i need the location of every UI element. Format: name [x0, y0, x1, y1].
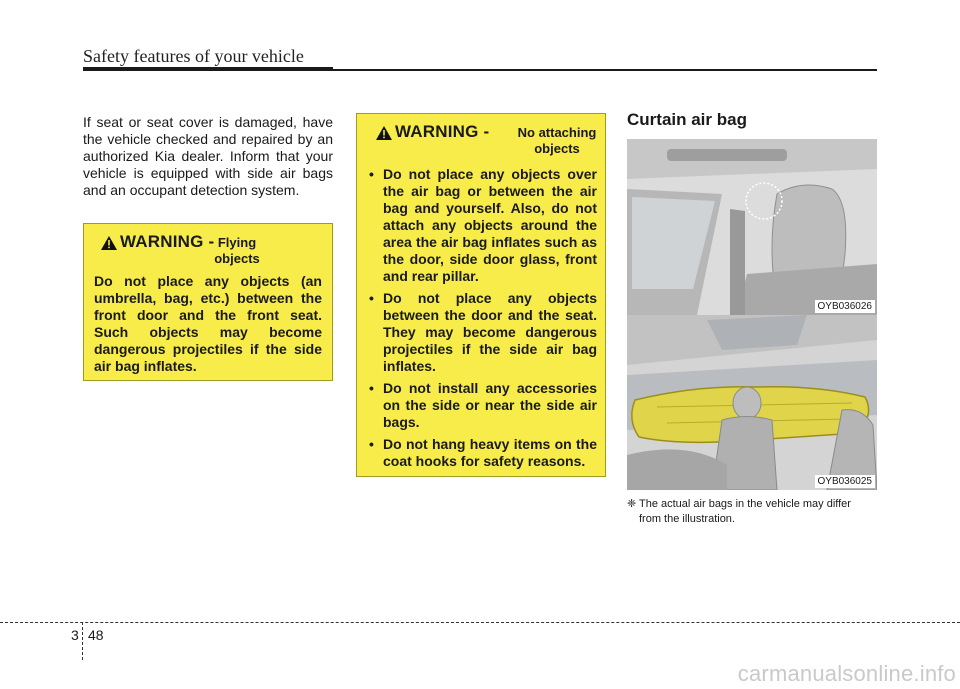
list-item — [369, 290, 597, 375]
warning-body: Do not place any objects (an umbrella, bag, etc.) between the front door and the front seat. Such objects may become dangerous projectiles if the side air bag inflates. — [94, 273, 322, 374]
warning-header — [94, 232, 322, 270]
intro-paragraph: If seat or seat cover is damaged, have the vehicle checked and repaired by an authorized Kia dealer. Inform that your vehicle is equipped with side air bags and an occupant detection system. — [83, 114, 333, 198]
bullet-text: Do not place any objects over the air bag or between the air bag and yourself. Also, do not attach any objects around the area the air bag inflates such as the door, side door glass, front and rear pillar. — [383, 166, 597, 284]
page-header-title: Safety features of your vehicle — [83, 46, 304, 66]
illustration-curtain-airbag-deployed — [627, 315, 877, 490]
section-title-curtain-air-bag: Curtain air bag — [627, 110, 747, 129]
warning-box-no-attaching-objects — [356, 113, 606, 477]
image-code-label: OYB036025 — [815, 475, 876, 488]
warning-bullet-list — [369, 166, 597, 470]
note-mark-icon: ❈ — [627, 498, 637, 510]
list-item — [369, 436, 597, 470]
footer-dashed-rule — [0, 622, 960, 623]
footer-vertical-rule — [82, 622, 83, 660]
bullet-dot-icon: • — [369, 166, 374, 182]
illustration-note — [627, 497, 877, 527]
warning-triangle-icon — [375, 125, 393, 141]
warning-subtitle: Flying objects — [214, 235, 260, 266]
header-rule-thick — [83, 67, 333, 71]
list-item — [369, 166, 597, 285]
bullet-dot-icon: • — [369, 436, 374, 452]
bullet-text: Do not place any objects between the door and the seat. They may become dangerous projectiles if the side air bag inflates. — [383, 290, 597, 374]
bullet-dot-icon: • — [369, 290, 374, 306]
warning-label: WARNING - — [395, 122, 490, 141]
page-chapter-number: 3 — [71, 627, 79, 643]
bullet-text: Do not hang heavy items on the coat hooks for safety reasons. — [383, 436, 597, 469]
warning-subtitle: No attaching objects — [517, 125, 597, 156]
illustration-curtain-airbag-stowed — [627, 139, 877, 315]
warning-triangle-icon — [100, 235, 118, 251]
bullet-text: Do not install any accessories on the side or near the side air bags. — [383, 380, 597, 430]
warning-header — [369, 122, 597, 160]
note-text-line1: The actual air bags in the vehicle may differ — [639, 498, 851, 510]
bullet-dot-icon: • — [369, 380, 374, 396]
note-text-line2: from the illustration. — [639, 513, 735, 525]
page-number: 48 — [88, 627, 104, 643]
header-rule-thin — [333, 69, 877, 71]
image-code-label: OYB036026 — [815, 300, 876, 313]
warning-label: WARNING - — [120, 232, 215, 251]
warning-box-flying-objects — [83, 223, 333, 381]
list-item — [369, 380, 597, 431]
watermark-text: carmanualsonline.info — [737, 661, 956, 686]
